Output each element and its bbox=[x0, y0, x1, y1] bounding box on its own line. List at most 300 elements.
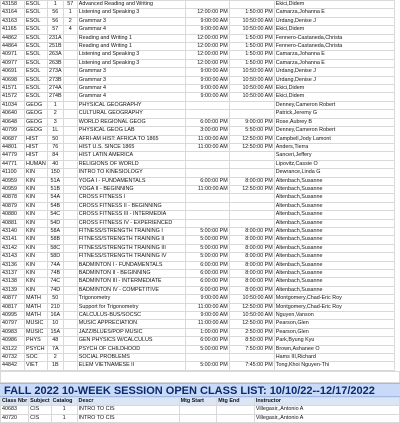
cell-mtg-start: 9:00:00 AM bbox=[185, 93, 229, 101]
cell-class-nbr: 40720 bbox=[1, 414, 29, 422]
cell-subject: ESOL bbox=[25, 43, 48, 51]
cell-mtg-end bbox=[217, 414, 255, 422]
cell-mtg-end bbox=[229, 152, 274, 160]
cell-class-nbr: 44862 bbox=[1, 34, 25, 42]
cell-mtg-end: 1:50:00 PM bbox=[229, 51, 274, 59]
cell-class-nbr: 43164 bbox=[1, 9, 25, 17]
cell-mtg-end: 7:50:00 PM bbox=[229, 345, 274, 353]
cell-descr: INTRO TO CIS bbox=[77, 414, 179, 422]
table-row bbox=[1, 345, 395, 353]
cell-section bbox=[63, 303, 77, 311]
table-row bbox=[1, 177, 395, 185]
cell-descr: MUSIC APPRECIATION bbox=[77, 320, 185, 328]
cell-mtg-end: 2:50:00 PM bbox=[229, 328, 274, 336]
cell-descr: Grammar 3 bbox=[77, 68, 185, 76]
cell-subject: KIN bbox=[25, 219, 48, 227]
header-mtg-end: Mtg End bbox=[217, 397, 255, 405]
cell-mtg-end bbox=[229, 202, 274, 210]
cell-section bbox=[63, 160, 77, 168]
cell-section bbox=[63, 43, 77, 51]
cell-catalog: 1 bbox=[47, 1, 63, 9]
cell-class-nbr: 40878 bbox=[1, 194, 25, 202]
cell-catalog: 1 bbox=[47, 101, 63, 109]
cell-mtg-start bbox=[185, 211, 229, 219]
cell-catalog: 58B bbox=[47, 236, 63, 244]
cell-mtg-start: 9:00:00 AM bbox=[185, 85, 229, 93]
cell-catalog: 10 bbox=[47, 320, 63, 328]
cell-mtg-end: 8:00:00 PM bbox=[229, 244, 274, 252]
cell-mtg-start: 5:00:00 PM bbox=[185, 253, 229, 261]
cell-subject: ESOL bbox=[25, 9, 48, 17]
cell-mtg-start: 5:00:00 PM bbox=[185, 227, 229, 235]
class-table-bottom bbox=[0, 397, 400, 423]
cell-section bbox=[63, 227, 77, 235]
table-row bbox=[1, 68, 395, 76]
cell-class-nbr: 40797 bbox=[1, 320, 25, 328]
cell-mtg-start: 9:00:00 AM bbox=[185, 312, 229, 320]
cell-instructor: Pearson,Glen bbox=[274, 328, 394, 336]
cell-catalog: 2 bbox=[47, 110, 63, 118]
table-row bbox=[1, 286, 395, 294]
cell-class-nbr: 41100 bbox=[1, 169, 25, 177]
cell-instructor: Tong,Khoi Nguyen-Thi bbox=[274, 362, 394, 370]
table-row bbox=[1, 303, 395, 311]
cell-instructor: Altenbach,Susanne bbox=[274, 194, 394, 202]
header-class-nbr: Class Nbr bbox=[2, 397, 28, 404]
cell-subject: MUSIC bbox=[25, 320, 48, 328]
cell-class-nbr: 41165 bbox=[1, 26, 25, 34]
cell-subject: GEOG bbox=[25, 127, 48, 135]
cell-subject: ESOL bbox=[25, 34, 48, 42]
cell-mtg-start: 12:00:00 PM bbox=[185, 9, 229, 17]
cell-subject: KIN bbox=[25, 194, 48, 202]
table-row bbox=[1, 328, 395, 336]
cell-section bbox=[63, 177, 77, 185]
cell-section bbox=[63, 34, 77, 42]
cell-class-nbr: 41034 bbox=[1, 101, 25, 109]
cell-section: 1 bbox=[63, 9, 77, 17]
table-row bbox=[1, 76, 395, 84]
cell-instructor: Altenbach,Susanne bbox=[274, 227, 394, 235]
cell-class-nbr: 43122 bbox=[1, 345, 25, 353]
table-row bbox=[1, 101, 395, 109]
cell-instructor: Lipovitz,Cassie O bbox=[274, 160, 394, 168]
cell-section bbox=[63, 101, 77, 109]
cell-instructor: Hams III,Richard bbox=[274, 354, 394, 362]
session-banner-title: FALL 2022 10-WEEK SESSION OPEN CLASS LIST: 10/10/22--12/17/2022 bbox=[4, 384, 375, 397]
cell-catalog: 231A bbox=[48, 34, 62, 41]
cell-class-nbr: 40881 bbox=[1, 219, 25, 227]
table-row bbox=[1, 227, 395, 235]
cell-instructor: Sanceri,Jeffery bbox=[274, 152, 394, 160]
table-row bbox=[1, 118, 395, 126]
cell-mtg-start: 11:00:00 AM bbox=[185, 135, 229, 143]
cell-subject: ESOL bbox=[25, 17, 48, 25]
cell-class-nbr: 40995 bbox=[1, 312, 25, 320]
cell-descr: Grammar 3 bbox=[77, 76, 185, 84]
cell-subject: KIN bbox=[25, 278, 48, 286]
header-instructor: Instructor bbox=[254, 397, 399, 405]
cell-catalog: 50 bbox=[47, 295, 63, 303]
cell-catalog: 74A bbox=[47, 261, 63, 269]
cell-section bbox=[63, 328, 77, 336]
cell-mtg-end: 10:50:00 AM bbox=[229, 17, 274, 25]
cell-instructor: Camarza,Johanna E bbox=[274, 9, 394, 17]
cell-class-nbr: 43137 bbox=[1, 270, 25, 278]
cell-mtg-end: 7:45:00 PM bbox=[229, 362, 274, 370]
header-mtg-start: Mtg Start bbox=[179, 397, 217, 405]
cell-descr: PHYSICAL GEOGRAPHY bbox=[77, 101, 185, 109]
cell-catalog: 74B bbox=[47, 270, 63, 278]
cell-instructor: Nguyen,Vanson bbox=[274, 312, 394, 320]
cell-instructor: Fennero-Castaneda,Christa bbox=[274, 34, 394, 42]
cell-section bbox=[63, 219, 77, 227]
cell-catalog: 54D bbox=[47, 219, 63, 227]
cell-section: 4 bbox=[63, 26, 77, 34]
cell-mtg-end bbox=[229, 354, 274, 362]
cell-instructor: Villegasir,,Antonio A bbox=[254, 414, 399, 422]
cell-mtg-start: 6:00:00 PM bbox=[185, 337, 229, 345]
table-row bbox=[1, 295, 395, 303]
cell-mtg-end: 1:50:00 PM bbox=[229, 43, 274, 51]
cell-descr: HIST LATIN AMERICA bbox=[77, 152, 185, 160]
cell-class-nbr: 40959 bbox=[1, 177, 25, 185]
cell-class-nbr: 40817 bbox=[1, 303, 25, 311]
cell-descr: CROSS FITNESS I bbox=[77, 194, 185, 202]
cell-mtg-end: 8:50:00 PM bbox=[229, 337, 274, 345]
cell-mtg-start: 12:00:00 PM bbox=[185, 43, 229, 51]
cell-mtg-end: 8:00:00 PM bbox=[229, 236, 274, 244]
cell-instructor: Pearson,Glen bbox=[274, 320, 394, 328]
cell-mtg-start bbox=[179, 414, 217, 422]
cell-descr: AFRI-AM HIST: AFRICA TO 1865 bbox=[77, 135, 185, 143]
cell-subject: ESOL bbox=[25, 93, 48, 101]
cell-subject: KIN bbox=[25, 211, 48, 219]
cell-catalog: 74D bbox=[47, 286, 63, 294]
cell-subject: KIN bbox=[25, 202, 48, 210]
cell-mtg-start: 12:00:00 PM bbox=[185, 34, 229, 42]
cell-subject: MATH bbox=[25, 312, 48, 320]
cell-section bbox=[63, 185, 77, 193]
cell-descr: GEN PHYSICS W/CALCULUS bbox=[77, 337, 185, 345]
cell-catalog: 150 bbox=[47, 169, 63, 177]
cell-class-nbr: 44779 bbox=[1, 152, 25, 160]
cell-catalog: 273A bbox=[48, 68, 62, 75]
cell-mtg-end: 8:00:00 PM bbox=[229, 227, 274, 235]
cell-descr: Grammar 3 bbox=[77, 17, 185, 25]
cell-mtg-start: 11:00:00 AM bbox=[185, 185, 229, 193]
cell-section bbox=[63, 59, 77, 67]
cell-descr: CROSS FITNESS IV - EXPERIENCED bbox=[77, 219, 185, 227]
cell-section bbox=[63, 211, 77, 219]
cell-class-nbr: 44842 bbox=[1, 362, 25, 370]
cell-instructor: Montgomery,Chad-Eric Roy bbox=[274, 303, 394, 311]
cell-section bbox=[63, 85, 77, 93]
cell-section bbox=[63, 194, 77, 202]
cell-subject: PSYCH bbox=[25, 345, 48, 353]
cell-mtg-start: 11:00:00 AM bbox=[185, 303, 229, 311]
cell-catalog: 74C bbox=[47, 278, 63, 286]
cell-catalog: 274B bbox=[48, 93, 62, 100]
cell-mtg-start: 9:00:00 AM bbox=[185, 26, 229, 34]
table-row bbox=[1, 211, 395, 219]
cell-mtg-end: 12:50:00 PM bbox=[229, 320, 274, 328]
table-row bbox=[1, 59, 395, 67]
table-row bbox=[1, 34, 395, 42]
cell-instructor: Altenbach,Susanne bbox=[274, 278, 394, 286]
cell-mtg-start: 9:00:00 AM bbox=[185, 295, 229, 303]
cell-class-nbr: 40683 bbox=[1, 406, 29, 414]
cell-section bbox=[63, 118, 77, 126]
cell-subject: KIN bbox=[25, 253, 48, 261]
cell-subject: VIET bbox=[25, 362, 48, 370]
table-row bbox=[1, 414, 400, 422]
cell-catalog: 1B bbox=[47, 362, 63, 370]
cell-descr: Reading and Writing 1 bbox=[77, 34, 185, 42]
cell-catalog: 50 bbox=[47, 135, 63, 143]
cell-class-nbr: 40691 bbox=[1, 68, 25, 76]
cell-subject: ESOL bbox=[25, 59, 48, 67]
cell-catalog: 16A bbox=[47, 312, 63, 320]
cell-instructor: Altenbach,Susanne bbox=[274, 270, 394, 278]
cell-subject: HIST bbox=[25, 143, 48, 151]
cell-mtg-start bbox=[185, 152, 229, 160]
cell-mtg-end bbox=[217, 406, 255, 414]
table-row bbox=[1, 26, 395, 34]
cell-mtg-end: 8:00:00 PM bbox=[229, 278, 274, 286]
cell-class-nbr: 43163 bbox=[1, 17, 25, 25]
cell-section bbox=[63, 345, 77, 353]
table-row bbox=[1, 253, 395, 261]
cell-section bbox=[63, 270, 77, 278]
cell-mtg-start: 5:00:00 PM bbox=[185, 362, 229, 370]
cell-subject: KIN bbox=[25, 227, 48, 235]
cell-catalog: 51B bbox=[47, 185, 63, 193]
header-row bbox=[1, 397, 400, 405]
cell-class-nbr: 44801 bbox=[1, 143, 25, 151]
cell-mtg-start: 12:00:00 PM bbox=[185, 51, 229, 59]
cell-catalog: 1L bbox=[47, 127, 63, 135]
cell-subject: KIN bbox=[25, 169, 48, 177]
cell-subject: HUMAN bbox=[26, 160, 46, 167]
cell-catalog: 274A bbox=[48, 85, 62, 92]
cell-section bbox=[63, 143, 77, 151]
header-subject: Subject bbox=[30, 397, 50, 404]
table-row bbox=[1, 17, 395, 25]
cell-section bbox=[63, 286, 77, 294]
cell-subject: GEOG bbox=[25, 101, 48, 109]
cell-catalog: 263A bbox=[48, 51, 62, 58]
cell-subject: HIST bbox=[25, 135, 48, 143]
cell-section bbox=[63, 202, 77, 210]
cell-mtg-end: 1:50:00 PM bbox=[229, 34, 274, 42]
cell-instructor: Altenbach,Susanne bbox=[274, 177, 394, 185]
cell-class-nbr: 44864 bbox=[1, 43, 25, 51]
cell-class-nbr: 41571 bbox=[1, 85, 25, 93]
cell-instructor: Campbell,Jody Lamont bbox=[274, 135, 394, 143]
cell-mtg-end: 8:00:00 PM bbox=[229, 286, 274, 294]
cell-class-nbr: 40648 bbox=[1, 118, 25, 126]
cell-descr: Grammar 4 bbox=[77, 26, 185, 34]
cell-instructor: Altenbach,Susanne bbox=[274, 244, 394, 252]
cell-class-nbr: 43143 bbox=[1, 253, 25, 261]
cell-class-nbr: 40879 bbox=[1, 202, 25, 210]
cell-class-nbr: 40687 bbox=[1, 135, 25, 143]
header-catalog: Catalog bbox=[51, 397, 77, 405]
cell-subject: KIN bbox=[25, 185, 48, 193]
cell-section bbox=[63, 152, 77, 160]
cell-subject: ESOL bbox=[25, 76, 48, 84]
cell-instructor: Altenbach,Susanne bbox=[274, 211, 394, 219]
cell-class-nbr: 40732 bbox=[1, 354, 25, 362]
cell-mtg-end: 8:00:00 PM bbox=[229, 253, 274, 261]
cell-instructor: Altenbach,Susanne bbox=[274, 261, 394, 269]
cell-instructor: Camarza,Johanna E bbox=[274, 59, 394, 67]
cell-mtg-start bbox=[185, 1, 229, 9]
cell-descr: WORLD REGIONAL GEOG bbox=[77, 118, 185, 126]
spacer-row bbox=[0, 371, 400, 383]
cell-descr: FITNESS/STRENGTH TRAINING IV bbox=[77, 253, 185, 261]
cell-descr: PSYCH OF CHILDHOOD bbox=[77, 345, 185, 353]
cell-mtg-start: 5:00:00 PM bbox=[185, 244, 229, 252]
cell-descr: HIST U.S. SINCE 1865 bbox=[77, 143, 185, 151]
cell-instructor: Altenbach,Susanne bbox=[274, 286, 394, 294]
table-row bbox=[1, 278, 395, 286]
cell-mtg-start bbox=[185, 219, 229, 227]
table-row bbox=[1, 244, 395, 252]
cell-mtg-end bbox=[229, 1, 274, 9]
cell-subject: CIS bbox=[29, 406, 51, 414]
cell-catalog: 7A bbox=[47, 345, 63, 353]
cell-mtg-start: 6:00:00 PM bbox=[185, 118, 229, 126]
cell-subject: PHYS bbox=[25, 337, 48, 345]
cell-class-nbr: 40880 bbox=[1, 211, 25, 219]
cell-class-nbr: 40971 bbox=[1, 51, 25, 59]
cell-mtg-start: 12:00:00 PM bbox=[185, 59, 229, 67]
cell-mtg-end: 1:50:00 PM bbox=[229, 9, 274, 17]
cell-instructor: Ekici,Didem bbox=[274, 26, 394, 34]
cell-mtg-start: 9:00:00 AM bbox=[185, 76, 229, 84]
session-banner bbox=[0, 383, 400, 397]
cell-section bbox=[63, 93, 77, 101]
cell-subject: KIN bbox=[25, 244, 48, 252]
cell-class-nbr: 43139 bbox=[1, 286, 25, 294]
table-row bbox=[1, 93, 395, 101]
table-row bbox=[1, 51, 395, 59]
cell-catalog: 263B bbox=[48, 59, 62, 66]
cell-descr: PHYSICAL GEOG LAB bbox=[77, 127, 185, 135]
cell-section bbox=[63, 76, 77, 84]
cell-subject: KIN bbox=[25, 270, 48, 278]
cell-descr: RELIGIONS OF WORLD bbox=[77, 160, 185, 168]
cell-catalog: 2 bbox=[47, 354, 63, 362]
cell-subject: MATH bbox=[25, 303, 48, 311]
cell-subject: SOC bbox=[25, 354, 48, 362]
cell-subject: KIN bbox=[25, 236, 48, 244]
cell-catalog: 15A bbox=[47, 328, 63, 336]
cell-descr: Listening and Speaking 3 bbox=[77, 51, 185, 59]
cell-mtg-start bbox=[185, 194, 229, 202]
cell-class-nbr: 40799 bbox=[1, 127, 25, 135]
cell-subject: ESOL bbox=[25, 51, 48, 59]
cell-descr: CROSS FITNESS III - INTERMEDIA bbox=[77, 211, 185, 219]
cell-mtg-start: 5:00:00 PM bbox=[185, 345, 229, 353]
cell-subject: ESOL bbox=[25, 1, 48, 9]
cell-subject: KIN bbox=[25, 177, 48, 185]
cell-mtg-start bbox=[185, 354, 229, 362]
cell-mtg-end: 8:00:00 PM bbox=[229, 177, 274, 185]
cell-class-nbr: 41572 bbox=[1, 93, 25, 101]
cell-descr: Reading and Writing 1 bbox=[77, 43, 185, 51]
cell-class-nbr: 40640 bbox=[1, 110, 25, 118]
cell-instructor: Urdang,Denise J bbox=[274, 68, 394, 76]
cell-mtg-start bbox=[179, 406, 217, 414]
cell-descr: CULTURAL GEOGRAPHY bbox=[77, 110, 185, 118]
cell-subject: HIST bbox=[25, 152, 48, 160]
table-row bbox=[1, 406, 400, 414]
table-row bbox=[1, 1, 395, 9]
cell-descr: FITNESS/STRENGTH TRAINING III bbox=[77, 244, 185, 252]
cell-class-nbr: 43138 bbox=[1, 278, 25, 286]
cell-catalog: 57 bbox=[47, 26, 63, 34]
table-row bbox=[1, 261, 395, 269]
table-row bbox=[1, 354, 395, 362]
cell-instructor: Montgomery,Chad-Eric Roy bbox=[274, 295, 394, 303]
cell-catalog: 48 bbox=[47, 337, 63, 345]
cell-mtg-end: 10:50:00 AM bbox=[229, 312, 274, 320]
cell-catalog: 54A bbox=[47, 194, 63, 202]
cell-subject: ESOL bbox=[25, 26, 48, 34]
cell-section bbox=[63, 68, 77, 76]
cell-mtg-start bbox=[185, 160, 229, 168]
table-row bbox=[1, 362, 395, 370]
cell-mtg-end: 8:00:00 PM bbox=[229, 261, 274, 269]
table-row bbox=[1, 9, 395, 17]
cell-mtg-end: 12:50:00 PM bbox=[229, 185, 274, 193]
cell-catalog: 40 bbox=[47, 160, 63, 168]
cell-mtg-end: 10:50:00 AM bbox=[229, 26, 274, 34]
cell-mtg-end bbox=[229, 211, 274, 219]
cell-mtg-start bbox=[185, 101, 229, 109]
cell-class-nbr: 40959 bbox=[1, 185, 25, 193]
cell-descr: ELEM VIETNAMESE II bbox=[77, 362, 185, 370]
cell-class-nbr: 43141 bbox=[1, 236, 25, 244]
cell-instructor: Ekici,Didem bbox=[274, 1, 394, 9]
cell-descr: YOGA II - BEGINNING bbox=[77, 185, 185, 193]
cell-instructor: Altenbach,Susanne bbox=[274, 202, 394, 210]
cell-mtg-end bbox=[229, 194, 274, 202]
cell-instructor: Park,Byung Kyu bbox=[274, 337, 394, 345]
table-row bbox=[1, 270, 395, 278]
cell-mtg-start: 6:00:00 PM bbox=[185, 261, 229, 269]
cell-subject: GEOG bbox=[25, 110, 48, 118]
cell-section bbox=[63, 261, 77, 269]
cell-class-nbr: 40986 bbox=[1, 337, 25, 345]
cell-mtg-end bbox=[229, 110, 274, 118]
cell-instructor: Camarza,Johanna E bbox=[274, 51, 394, 59]
cell-descr: FITNESS/STRENGTH TRAINING II bbox=[77, 236, 185, 244]
cell-catalog: 54B bbox=[47, 202, 63, 210]
cell-class-nbr: 43142 bbox=[1, 244, 25, 252]
cell-instructor: Ekici,Didem bbox=[274, 85, 394, 93]
cell-instructor: Brown,Ashanee O bbox=[274, 345, 394, 353]
cell-catalog: 251B bbox=[48, 43, 62, 50]
cell-catalog: 84 bbox=[47, 152, 63, 160]
table-row bbox=[1, 202, 395, 210]
header-descr: Descr bbox=[77, 397, 179, 405]
cell-section bbox=[63, 362, 77, 370]
cell-section bbox=[63, 354, 77, 362]
